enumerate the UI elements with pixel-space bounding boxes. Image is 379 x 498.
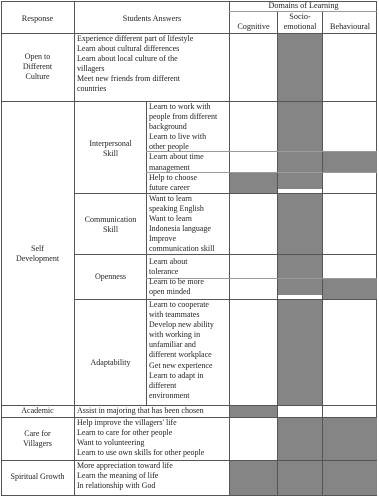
header-students-answers: Students Answers xyxy=(122,14,182,23)
rule-interpersonal xyxy=(74,193,377,194)
answer-line: Help to choose xyxy=(149,172,197,182)
answer-line: Learn to use own skills for other people xyxy=(77,448,205,458)
answer-line: different workplace xyxy=(149,350,212,360)
answer-line: unfamiliar and xyxy=(149,340,196,350)
cell-socio-adaptability xyxy=(278,300,322,405)
answer-line: In relationship with God xyxy=(77,481,156,491)
col-rule-cognitive xyxy=(229,1,230,496)
answer-line: Learn to live with xyxy=(149,132,207,142)
cell-behav-care xyxy=(323,418,377,460)
answer-line: Want to learn xyxy=(149,194,192,203)
cell-socio-care xyxy=(278,418,322,460)
answer-line: Want to volunteering xyxy=(77,438,145,448)
answers-adaptability xyxy=(149,300,214,401)
cell-behav-open-minded xyxy=(323,279,377,299)
cell-socio-communication xyxy=(278,194,322,254)
rule-care xyxy=(1,460,377,461)
answer-line: with teammates xyxy=(149,310,200,320)
cell-behav-time-management xyxy=(323,152,377,172)
response-spiritual-growth: Spiritual Growth xyxy=(10,472,65,481)
response-academic: Academic xyxy=(21,406,54,415)
rule-communication xyxy=(74,254,377,255)
answer-line: background xyxy=(149,122,187,132)
answer-line: other people xyxy=(149,142,189,152)
answer-line: people from different xyxy=(149,112,218,122)
answers-interpersonal xyxy=(149,102,217,193)
answers-spiritual xyxy=(77,461,173,491)
cell-socio-open-culture xyxy=(278,34,322,101)
header-socio-1: Socio- xyxy=(289,12,311,21)
response-care-villagers: Care for Villagers xyxy=(23,429,52,449)
answer-line: Learn to adapt in xyxy=(149,370,204,380)
answer-line: countries xyxy=(77,84,107,94)
answer-line: different xyxy=(149,380,177,390)
answer-line: Get new experience xyxy=(149,360,213,370)
answers-open-culture xyxy=(77,34,193,95)
cell-socio-openness xyxy=(278,255,322,295)
header-response: Response xyxy=(21,14,54,23)
answer-line: Learn to work with xyxy=(149,102,211,111)
label-communication: Communication Skill xyxy=(84,215,137,235)
label-openness: Openness xyxy=(94,272,127,281)
label-adaptability: Adaptability xyxy=(90,358,131,367)
col-rule-response xyxy=(74,1,75,496)
answer-line: future career xyxy=(149,182,190,192)
learning-domains-table xyxy=(1,1,378,497)
header-cognitive: Cognitive xyxy=(237,22,270,31)
answer-line: Develop new ability xyxy=(149,320,214,330)
response-self-development: Self Development xyxy=(15,244,60,264)
answer-line: communication skill xyxy=(149,244,215,254)
rule-openness xyxy=(74,299,377,300)
cell-cog-academic xyxy=(230,406,277,417)
answer-line: Help improve the villagers' life xyxy=(77,418,177,427)
answer-line: Learn about local culture of the xyxy=(77,54,178,64)
answer-line: Learn to cooperate xyxy=(149,300,209,309)
answer-line: More appreciation toward life xyxy=(77,461,173,470)
answer-line: Learn the meaning of life xyxy=(77,471,159,481)
header-behavioural: Behavioural xyxy=(329,22,370,31)
answer-line: Learn about time xyxy=(149,152,204,162)
header-domains: Domains of Learning xyxy=(268,1,339,10)
answer-line: open minded xyxy=(149,287,191,297)
header-socio-2: emotional xyxy=(283,22,317,31)
label-interpersonal: Interpersonal Skill xyxy=(89,139,132,159)
response-open-culture: Open to Different Culture xyxy=(22,52,53,82)
answers-communication xyxy=(149,194,215,255)
answer-line: Learn to care for other people xyxy=(77,428,173,438)
answer-line: Meet new friends from different xyxy=(77,74,180,84)
answer-line: Learn to be more xyxy=(149,277,204,287)
answer-line: management xyxy=(149,162,190,172)
answer-line: Learn about xyxy=(149,257,188,266)
cell-cog-future-career xyxy=(230,173,277,193)
answer-line: speaking English xyxy=(149,204,204,214)
cell-behav-spiritual xyxy=(323,461,377,495)
answer-academic: Assist in majoring that has been chosen xyxy=(77,406,204,415)
answer-line: Improve xyxy=(149,234,177,244)
cell-socio-interpersonal xyxy=(278,102,322,189)
answer-line: tolerance xyxy=(149,267,179,277)
answer-line: Experience different part of lifestyle xyxy=(77,34,194,43)
answers-openness xyxy=(149,257,204,297)
answer-line: Learn about cultural differences xyxy=(77,44,180,54)
answer-line: environment xyxy=(149,390,190,400)
answer-line: Want to learn xyxy=(149,214,192,224)
answer-line: villagers xyxy=(77,64,105,74)
answer-line: with working in xyxy=(149,330,201,340)
cell-socio-spiritual xyxy=(278,461,322,495)
cell-cog-spiritual xyxy=(230,461,277,495)
answers-care-villagers xyxy=(77,418,204,458)
answer-line: Indonesia language xyxy=(149,224,211,234)
